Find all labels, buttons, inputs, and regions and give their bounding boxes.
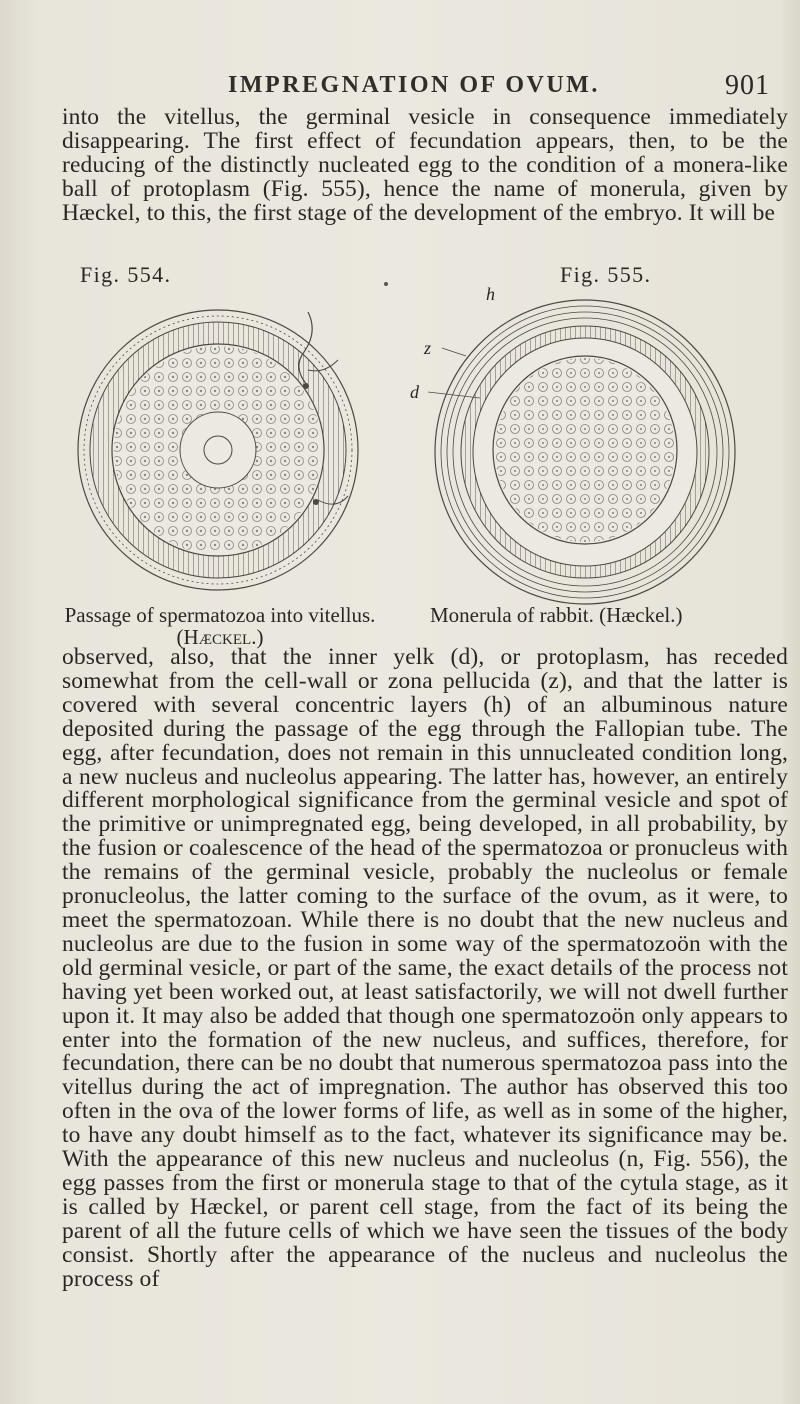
paragraph-main: observed, also, that the inner yelk (d), or protoplasm, has receded somewhat from the cell-wall or zona pellucida (z), and that the latter is covered with several concentric layers (h) of an albuminous nature deposited during the passage of the egg through the Fallopian tube. The egg, after fecundation, does not remain in this unnucleated condition long, a new nucleus and nucleolus appearing. The latter has, however, an entirely different morphological significance from the germinal vesicle and spot of the primitive or unimpregnated egg, being developed, in all probability, by the fusion or coalescence of the head of the spermatozoa or pronucleus with the remains of the germinal vesicle, probably the nucleolus or female pronucleolus, the latter coming to the surface of the ovum, as it were, to meet the spermatozoan. While there is no doubt that the new nucleus and nucleolus are due to the fusion in some way of the spermatozoön with the old germinal vesicle, or part of the same, the exact details of the process not having yet been worked out, at least satisfactorily, we will not dwell further upon it. It may also be added that though one spermatozoön only appears to enter into the formation of the new nucleus, and suffices, therefore, for fecundation, there can be no doubt that numerous spermatozoa pass into the vitellus during the act of impregnation. The author has observed this too often in the ova of the lower forms of life, as well as in some of the higher, to have any doubt himself as to the fact, whatever its significance may be. With the appearance of this new nucleus and nucleolus (n, Fig. 556), the egg passes from the first or monerula stage to that of the cytula stage, as it is called by Hæckel, or parent cell stage, from the fact of its being the parent of all the future cells of which we have seen the tissues of the body consist. Shortly after the appearance of the nucleus and nucleolus the process of <box>62 644 788 1292</box>
running-head <box>228 72 770 102</box>
figure-555-illustration <box>410 282 740 612</box>
mark-d: d <box>410 382 419 402</box>
page-number: 901 <box>725 70 770 101</box>
running-title: IMPREGNATION OF OVUM. <box>228 72 600 98</box>
mark-h: h <box>486 284 495 304</box>
figure-554-label: Fig. 554. <box>80 262 172 287</box>
figure-555-label: Fig. 555. <box>560 262 652 287</box>
figure-554-caption-line-1: Passage of spermatozoa into vitellus. <box>64 603 376 627</box>
stray-dot <box>384 282 388 286</box>
mark-z: z <box>424 338 432 358</box>
figure-555-caption: Monerula of rabbit. (Hæckel.) <box>430 603 683 627</box>
figure-554-illustration <box>68 300 368 600</box>
paragraph-top: into the vitellus, the germinal vesicle in consequence immediately disappearing. The first effect of fecundation appears, then, to be the reducing of the distinctly nucleated egg to the condition of a monera-like ball of protoplasm (Fig. 555), hence the name of monerula, given by Hæckel, to this, the first stage of the development of the embryo. It will be <box>62 104 788 226</box>
figure-554-caption-line-2: (Hæckel.) <box>176 625 264 649</box>
figure-554-caption <box>40 604 400 648</box>
